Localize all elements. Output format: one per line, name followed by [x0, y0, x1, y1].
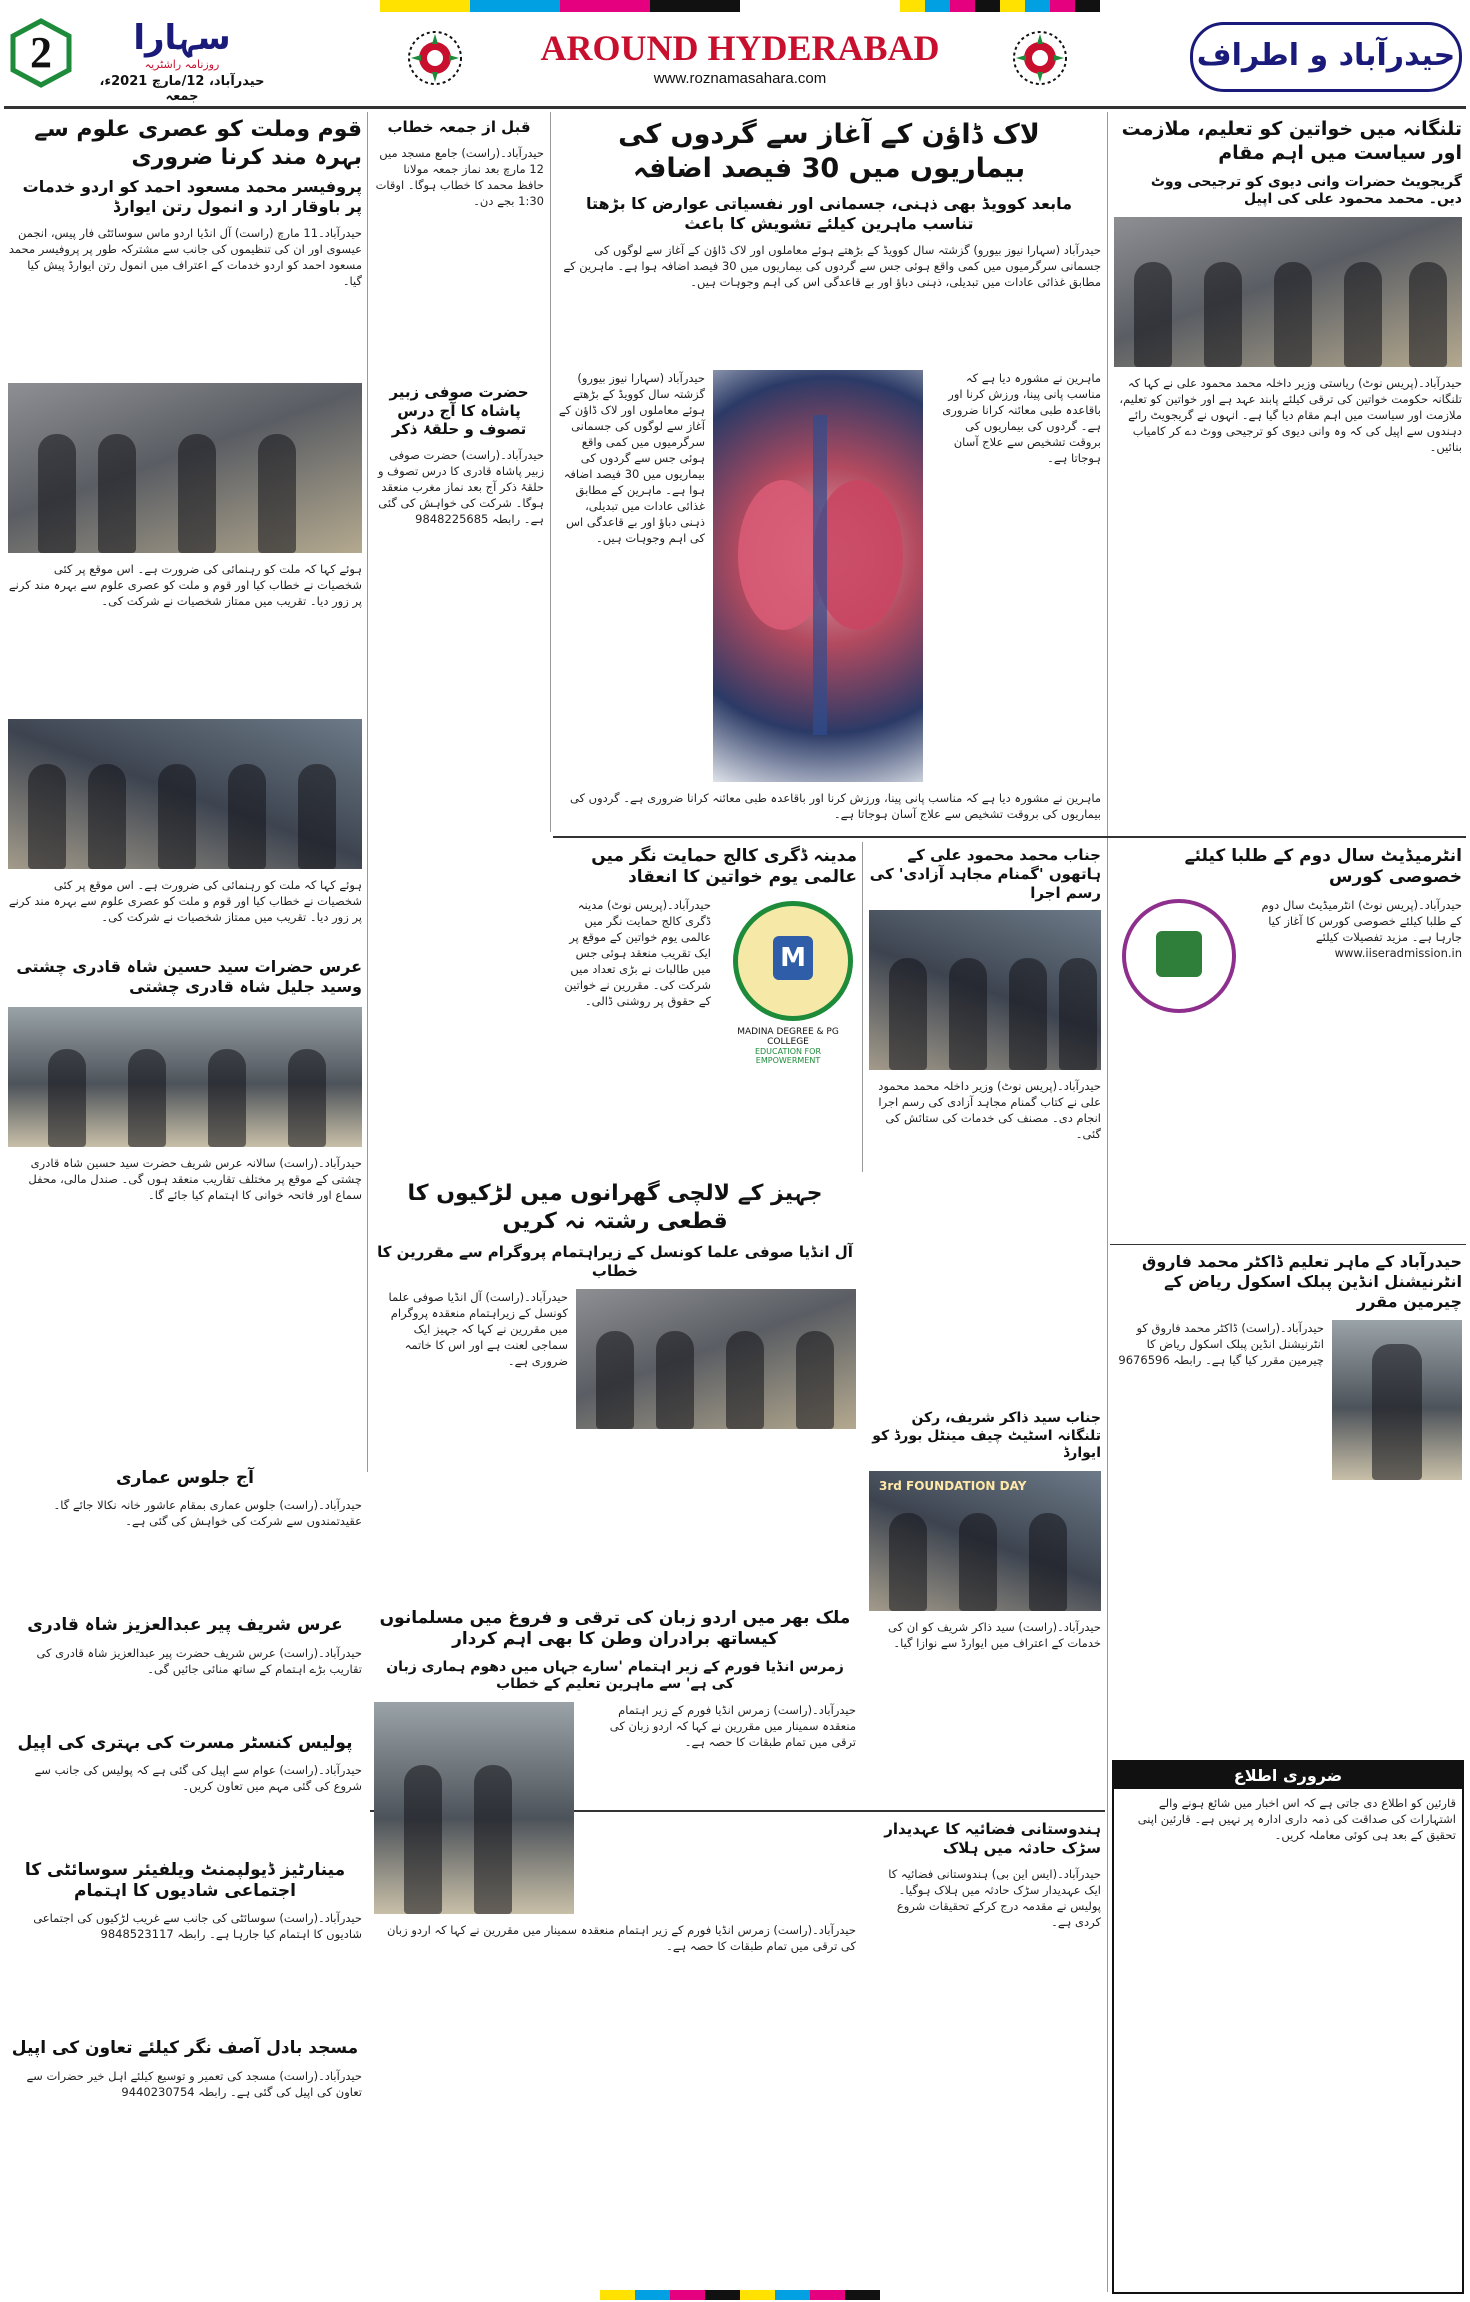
seminar-row — [370, 1698, 860, 1918]
col-divider — [862, 842, 863, 1172]
seminar-headline: ملک بھر میں اردو زبان کی ترقی و فروغ میں مسلمانوں کیساتھ برادران وطن کا بھی اہم کردار — [379, 1608, 851, 1650]
col-divider — [550, 112, 551, 832]
dowry-subhead: آل انڈیا صوفی علما کونسل کے زیراہتمام پروگرام سے مقررین کا خطاب — [377, 1243, 853, 1280]
col-divider — [1107, 112, 1108, 2292]
right-story — [1110, 114, 1466, 834]
col2 — [370, 114, 548, 834]
photo-figure — [28, 764, 66, 869]
photo-figure — [1029, 1513, 1067, 1611]
college-logo-tag: EDUCATION FOR EMPOWERMENT — [754, 1046, 822, 1065]
col1-body2: ہوئے کہا کہ ملت کو رہنمائی کی ضرورت ہے۔ اس موقع پر کئی شخصیات نے خطاب کیا اور قوم و ملت کو عصری علوم سے بہرہ مند کرنے پر زور دیا۔ تقریب میں ممتاز شخصیات نے شرکت کی۔ — [8, 562, 362, 608]
band-cyan — [470, 0, 560, 12]
inter-headline: انٹرمیڈیٹ سال دوم کے طلبا کیلئے خصوصی کورس — [1184, 846, 1462, 888]
fazal-body: حیدرآباد۔(راست) ڈاکٹر محمد فاروق کو انٹرنیشنل انڈین پبلک اسکول ریاض کا چیرمین مقرر کیا گیا ہے۔ رابطہ 9676596 — [1118, 1321, 1324, 1367]
photo-figure — [796, 1331, 834, 1429]
band-right — [900, 0, 1100, 12]
inter-logo-mark — [1156, 931, 1202, 977]
photo-figure — [889, 958, 927, 1070]
col-divider — [367, 112, 368, 1472]
photo-figure — [178, 434, 216, 553]
right-photo-release — [1114, 217, 1462, 367]
col1-police-headline: پولیس کنسٹر مسرت کی بہتری کی اپیل — [17, 1732, 353, 1753]
paper-logo — [82, 18, 282, 74]
college-story — [553, 842, 861, 1172]
photo-figure — [258, 434, 296, 553]
sufi-body: حیدرآباد۔(راست) حضرت صوفی زبیر پاشاہ قادری کا درس تصوف و حلقۂ ذکر آج بعد نماز مغرب منعقد ہوگا۔ شرکت کی خواہش کی گئی ہے۔ رابطہ 9848225685 — [377, 448, 544, 526]
col1-photo-gathering — [8, 719, 362, 869]
photo-figure — [158, 764, 196, 869]
award-story — [865, 1406, 1105, 1806]
band-black — [650, 0, 740, 12]
col1-bottom — [4, 1464, 366, 2294]
photo-figure — [98, 434, 136, 553]
col1-masjid-headline: مسجد بادل آصف نگر کیلئے تعاون کی اپیل — [11, 2038, 359, 2059]
center-story — [553, 114, 1105, 834]
inter-story — [1110, 842, 1466, 1242]
photo-figure — [1134, 262, 1172, 367]
right-headline: تلنگانہ میں خواتین کو تعلیم، ملازمت اور سیاست میں اہم مقام — [1121, 118, 1462, 164]
dowry-row — [370, 1285, 860, 1605]
photo-figure — [288, 1049, 326, 1147]
photo-figure — [404, 1765, 442, 1913]
urdu-section-title: حیدرآباد و اطراف — [1190, 22, 1462, 92]
col1-aaj-body: حیدرآباد۔(راست) جلوس عماری بمقام عاشور خانہ نکالا جائے گا۔ عقیدتمندوں سے شرکت کی خواہش کی گئی ہے۔ — [53, 1498, 362, 1529]
college-row — [553, 893, 861, 1173]
award-headline: جناب سید ذاکر شریف، رکن تلنگانہ اسٹیٹ چیف مینٹل بورڈ کو ایوارڈ — [872, 1410, 1101, 1461]
center-body: حیدرآباد (سہارا نیوز بیورو) گزشتہ سال کوویڈ کے بڑھتے ہوئے معاملوں اور لاک ڈاؤن کے آغاز سے لوگوں کی جسمانی سرگرمیوں میں کمی واقع ہوئی جس سے گردوں کی بیماریوں میں 30 فیصد اضافہ ہوا ہے۔ ماہرین کے مطابق غذائی عادات میں تبدیلی، ذہنی دباؤ اور بے قاعدگی اس کی اہم وجوہات ہیں۔ — [563, 242, 1101, 289]
photo-figure — [656, 1331, 694, 1429]
col1-caption: ہوئے کہا کہ ملت کو رہنمائی کی ضرورت ہے۔ اس موقع پر کئی شخصیات نے خطاب کیا اور قوم و ملت کو عصری علوم سے بہرہ مند کرنے پر زور دیا۔ تقریب میں ممتاز شخصیات نے شرکت کی۔ — [8, 878, 362, 924]
khutba-headline: قبل از جمعہ خطاب — [387, 118, 531, 136]
center-body-col: ماہرین نے مشورہ دیا ہے کہ مناسب پانی پینا، ورزش کرنا اور باقاعدہ طبی معائنہ کرانا ضروری ہے۔ گردوں کی بیماریوں کی بروقت تشخیص سے علاج آسان ہوجاتا ہے۔ — [942, 370, 1101, 465]
photo-figure — [1059, 958, 1097, 1070]
inter-logo-ring — [1122, 899, 1236, 1013]
notice-box — [1112, 1760, 1464, 2294]
college-headline: مدینہ ڈگری کالج حمایت نگر میں عالمی یوم خواتین کا انعقاد — [591, 846, 857, 888]
college-body: حیدرآباد۔(پریس نوٹ) مدینہ ڈگری کالج حمایت نگر میں عالمی یوم خواتین کے موقع پر ایک تقریب منعقد ہوئی جس میں طالبات نے بڑی تعداد میں شرکت کی۔ مقررین نے خواتین کے حقوق پر روشنی ڈالی۔ — [564, 897, 711, 1008]
fazal-portrait — [1332, 1320, 1462, 1480]
col1-police-body: حیدرآباد۔(راست) عوام سے اپیل کی گئی ہے کہ پولیس کی جانب سے شروع کی گئی مہم میں تعاون کریں۔ — [34, 1762, 362, 1793]
col1-minority-body: حیدرآباد۔(راست) سوسائٹی کی جانب سے غریب لڑکیوں کی اجتماعی شادیوں کا اہتمام کیا جارہا ہے۔ رابطہ 9848523117 — [33, 1911, 362, 1942]
photo-figure — [48, 1049, 86, 1147]
award-banner-text: 3rd FOUNDATION DAY — [879, 1478, 1027, 1493]
sun-emblem-right — [1010, 28, 1070, 88]
book-headline: جناب محمد محمود علی کے ہاتھوں 'گمنام مجاہد آزادی' کی رسم اجرا — [869, 846, 1101, 902]
col1-photo-award — [8, 383, 362, 553]
seminar-body: حیدرآباد۔(راست) زمرس انڈیا فورم کے زیر اہتمام منعقدہ سمینار میں مقررین نے کہا کہ اردو زبان کی ترقی میں تمام طبقات کا حصہ ہے۔ — [609, 1702, 856, 1749]
photo-figure — [1009, 958, 1047, 1070]
page-number-badge — [6, 18, 76, 88]
book-photo — [869, 910, 1101, 1070]
center-subhead: مابعد کوویڈ بھی ذہنی، جسمانی اور نفسیاتی عوارض کا بڑھتا تناسب ماہرین کیلئے تشویش کا باعث — [585, 193, 1072, 233]
notice-body: قارئین کو اطلاع دی جاتی ہے کہ اس اخبار میں شائع ہونے والے اشتہارات کی صداقت کی ذمہ داری ادارہ پر نہیں ہے۔ قارئین اپنی تحقیق کے بعد ہی کوئی معاملہ کریں۔ — [1137, 1796, 1456, 1842]
college-logo-ring — [733, 901, 853, 1021]
center-headline: لاک ڈاؤن کے آغاز سے گردوں کی بیماریوں میں 30 فیصد اضافہ — [618, 119, 1040, 184]
photo-figure — [889, 1513, 927, 1611]
fazal-row — [1110, 1316, 1466, 1716]
photo-figure — [596, 1331, 634, 1429]
photo-figure — [1409, 262, 1447, 367]
college-logo-mark: M — [773, 936, 813, 980]
book-body: حیدرآباد۔(پریس نوٹ) وزیر داخلہ محمد محمود علی نے کتاب گمنام مجاہد آزادی کی رسم اجرا انجام دی۔ مصنف کی خدمات کی ستائش کی گئی۔ — [878, 1079, 1101, 1142]
right-body: حیدرآباد۔(پریس نوٹ) ریاستی وزیر داخلہ محمد محمود علی نے کہا کہ تلنگانہ حکومت خواتین کی ترقی کیلئے پابند عہد ہے اور خواتین کو تعلیم، ملازمت اور سیاست میں اہم مقام دیا گیا ہے۔ انہوں نے گریجویٹ رائے دہندوں سے اپیل کی کہ وہ وانی دیوی کو ترجیحی ووٹ دے کر کامیاب بنائیں۔ — [1119, 375, 1462, 454]
inter-logo — [1110, 893, 1242, 1223]
photo-figure — [88, 764, 126, 869]
dowry-body: حیدرآباد۔(راست) آل انڈیا صوفی علما کونسل کے زیراہتمام منعقدہ پروگرام میں مقررین نے کہا کہ جہیز ایک سماجی لعنت ہے اور اس کا خاتمہ ضروری ہے۔ — [388, 1289, 568, 1368]
college-logo-text: MADINA DEGREE & PG COLLEGE — [737, 1026, 839, 1047]
fazal-story — [1110, 1248, 1466, 1748]
band-yellow — [380, 0, 470, 12]
col1-body1: حیدرآباد۔11 مارچ (راست) آل انڈیا اردو ماس سوسائٹی فار پیس، انجمن عیسوی اور ان کی تنظیموں کی جانب سے مشترکہ طور پر پروفیسر محمد مسعود احمد کو اردو خدمات کے اعتراف میں انمول رتن ایوارڈ پیش کیا گیا۔ — [8, 226, 362, 288]
photo-figure — [128, 1049, 166, 1147]
color-band — [0, 0, 1470, 12]
col1-urs-headline: عرس حضرات سید حسین شاہ قادری چشتی وسید جلیل شاہ قادری چشتی — [16, 957, 362, 996]
accident-body: حیدرآباد۔(ایس این بی) ہندوستانی فضائیہ کا ایک عہدیدار سڑک حادثہ میں ہلاک ہوگیا۔ پولیس نے مقدمہ درج کرکے تحقیقات شروع کردی ہے۔ — [888, 1866, 1101, 1929]
sufi-headline: حضرت صوفی زبیر پاشاہ کا آج درس تصوف و حلقۂ ذکر — [389, 382, 529, 439]
date-line: حیدرآباد، 12/مارچ 2021ء، جمعہ — [99, 74, 265, 104]
fazal-headline: حیدرآباد کے ماہر تعلیم ڈاکٹر محمد فاروق انٹرنیشنل انڈین پبلک اسکول ریاض کے چیرمین مقرر — [1142, 1252, 1462, 1311]
book-story — [865, 842, 1105, 1402]
photo-figure — [474, 1765, 512, 1913]
award-photo — [869, 1471, 1101, 1611]
seminar-body-tail: حیدرآباد۔(راست) زمرس انڈیا فورم کے زیر اہتمام منعقدہ سمینار میں مقررین نے کہا کہ اردو زبان کی ترقی میں تمام طبقات کا حصہ ہے۔ — [386, 1922, 856, 1953]
paper-tagline: روزنامہ راشٹریہ — [144, 58, 220, 71]
section-rule — [553, 836, 1466, 838]
photo-figure — [949, 958, 987, 1070]
col1-minority-headline: مینارٹیز ڈیولپمنٹ ویلفیئر سوسائٹی کا اجتماعی شادیوں کا اہتمام — [24, 1859, 346, 1901]
photo-figure — [1344, 262, 1382, 367]
masthead-rule — [4, 106, 1466, 109]
col1-urs2-body: حیدرآباد۔(راست) عرس شریف حضرت پیر عبدالعزیز شاہ قادری کی تقاریب بڑے اہتمام کے ساتھ منائی جائیں گی۔ — [36, 1645, 362, 1676]
photo-figure — [298, 764, 336, 869]
center-body-col2: حیدرآباد (سہارا نیوز بیورو) گزشتہ سال کوویڈ کے بڑھتے ہوئے معاملوں اور لاک ڈاؤن کے آغاز سے لوگوں کی جسمانی سرگرمیوں میں کمی واقع ہوئی جس سے گردوں کی بیماریوں میں 30 فیصد اضافہ ہوا ہے۔ ماہرین کے مطابق غذائی عادات میں تبدیلی، ذہنی دباؤ اور بے قاعدگی اس کی اہم وجوہات ہیں۔ — [558, 370, 705, 545]
center-body-tail: ماہرین نے مشورہ دیا ہے کہ مناسب پانی پینا، ورزش کرنا اور باقاعدہ طبی معائنہ کرانا ضروری ہے۔ گردوں کی بیماریوں کی بروقت تشخیص سے علاج آسان ہوجاتا ہے۔ — [569, 790, 1101, 821]
col1-top — [4, 114, 366, 1464]
band-magenta — [560, 0, 650, 12]
khutba-body: حیدرآباد۔(راست) جامع مسجد میں 12 مارچ بعد نماز جمعہ مولانا حافظ محمد کا خطاب ہوگا۔ اوقات 1:30 بجے دن۔ — [375, 145, 544, 208]
accident-story — [865, 1816, 1105, 2294]
photo-figure — [1372, 1344, 1422, 1480]
award-body: حیدرآباد۔(راست) سید ذاکر شریف کو ان کی خدمات کے اعتراف میں ایوارڈ سے نوازا گیا۔ — [888, 1619, 1101, 1650]
college-logo — [715, 893, 861, 1173]
notice-title: ضروری اطلاع — [1114, 1762, 1462, 1789]
col1-subhead: پروفیسر محمد مسعود احمد کو اردو خدمات پر باوقار ارد و انمول رتن ایوارڈ — [22, 177, 362, 216]
photo-figure — [726, 1331, 764, 1429]
col1-aaj-headline: آج جلوس عماری — [116, 1468, 254, 1488]
section-title: AROUND HYDERABAD — [540, 28, 940, 68]
photo-figure — [208, 1049, 246, 1147]
seminar-subhead: زمرس انڈیا فورم کے زیر اہتمام 'سارے جہاں میں دھوم ہماری زبان کی ہے' سے ماہرین تعلیم کے خطاب — [386, 1658, 844, 1692]
inter-body: حیدرآباد۔(پریس نوٹ) انٹرمیڈیٹ سال دوم کے طلبا کیلئے خصوصی کورس کا آغاز کیا جارہا ہے۔ مزید تفصیلات کیلئے www.iiseradmission.in — [1261, 897, 1462, 960]
photo-figure — [1274, 262, 1312, 367]
accident-headline: ہندوستانی فضائیہ کا عہدیدار سڑک حادثہ میں ہلاک — [884, 1820, 1101, 1857]
paper-name: سہارا — [133, 18, 231, 58]
page-number: 2 — [30, 28, 52, 77]
dowry-photo — [576, 1289, 856, 1429]
right-subhead: گریجویٹ حضرات وانی دیوی کو ترجیحی ووٹ دیں۔ محمد محمود علی کی اپیل — [1150, 173, 1462, 207]
seminar-story — [370, 1604, 860, 2294]
website: www.roznamasahara.com — [653, 70, 827, 87]
photo-figure — [959, 1513, 997, 1611]
photo-figure — [1204, 262, 1242, 367]
seminar-photo — [374, 1702, 574, 1914]
dowry-headline: جہیز کے لالچی گھرانوں میں لڑکیوں کا قطعی رشتہ نہ کریں — [407, 1181, 823, 1234]
sun-emblem-left — [405, 28, 465, 88]
col1-urs-body: حیدرآباد۔(راست) سالانہ عرس شریف حضرت سید حسین شاہ قادری چشتی کے موقع پر مختلف تقاریب منعقد ہوں گی۔ صندل مالی، محفل سماع اور فاتحہ خوانی کا اہتمام کیا جائے گا۔ — [28, 1156, 362, 1202]
inter-row — [1110, 893, 1466, 1223]
bottom-band — [600, 2290, 880, 2300]
center-photo-row — [553, 366, 1105, 786]
dowry-story — [370, 1176, 860, 1596]
col1-headline: قوم وملت کو عصری علوم سے بہرہ مند کرنا ضروری — [34, 117, 362, 170]
col1-photo-urs — [8, 1007, 362, 1147]
col1-masjid-body: حیدرآباد۔(راست) مسجد کی تعمیر و توسیع کیلئے اہل خیر حضرات سے تعاون کی اپیل کی گئی ہے۔ رابطہ 9440230754 — [26, 2068, 362, 2099]
photo-figure — [228, 764, 266, 869]
col1-urs2-headline: عرس شریف پیر عبدالعزیز شاہ قادری — [27, 1615, 343, 1636]
kidney-illustration — [713, 370, 923, 782]
photo-figure — [38, 434, 76, 553]
section-rule — [1110, 1244, 1466, 1245]
